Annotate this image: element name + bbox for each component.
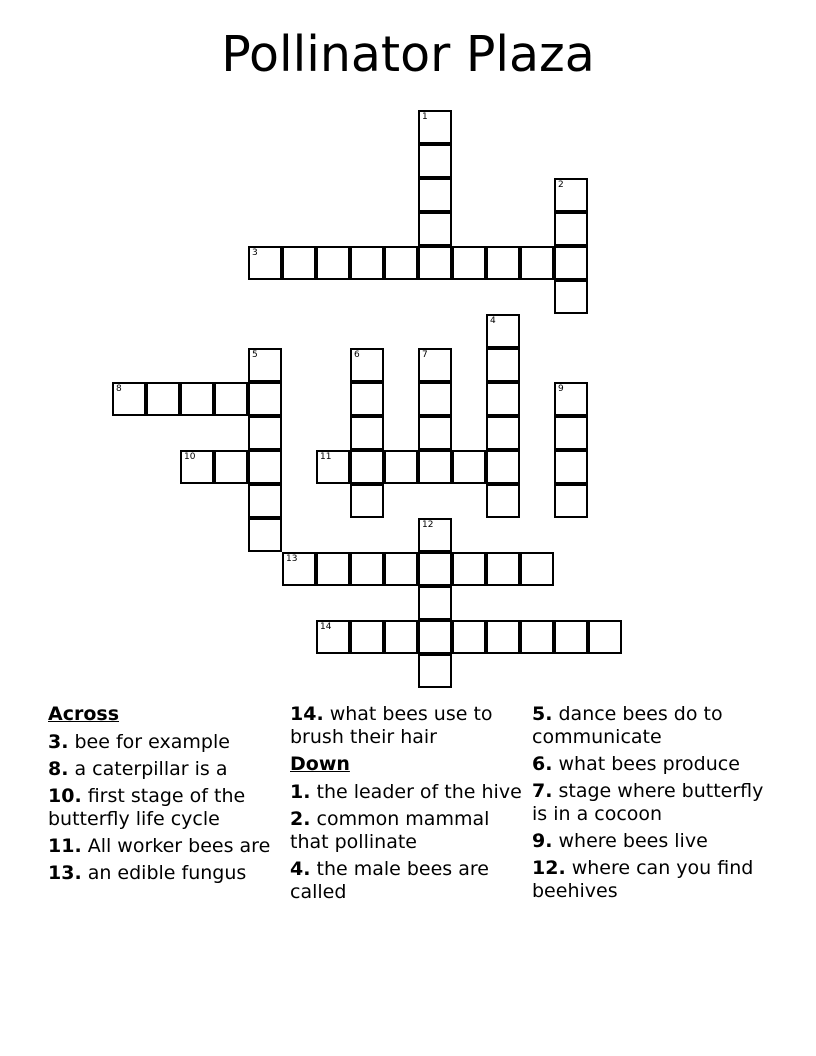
grid-cell[interactable] (520, 552, 554, 586)
clue-down-1 (290, 781, 522, 804)
grid-cell[interactable] (554, 246, 588, 280)
clues-column-3 (532, 703, 764, 907)
across-heading: Across (48, 703, 120, 725)
grid-cell[interactable] (486, 552, 520, 586)
grid-cell[interactable] (418, 654, 452, 688)
cell-number: 10 (184, 452, 196, 462)
grid-cell[interactable] (350, 552, 384, 586)
grid-cell[interactable] (452, 620, 486, 654)
grid-cell[interactable] (180, 450, 214, 484)
puzzle-title: Pollinator Plaza (221, 26, 595, 83)
grid-cell[interactable] (520, 246, 554, 280)
grid-cell[interactable] (418, 246, 452, 280)
clue-text: an edible fungus (81, 862, 247, 884)
grid-cell[interactable] (486, 314, 520, 348)
grid-cell[interactable] (180, 382, 214, 416)
cell-number: 6 (354, 350, 360, 360)
grid-cell[interactable] (384, 246, 418, 280)
grid-cell[interactable] (554, 450, 588, 484)
grid-cell[interactable] (588, 620, 622, 654)
clue-text: what bees produce (552, 753, 740, 775)
cell-number: 11 (320, 452, 332, 462)
grid-cell[interactable] (554, 280, 588, 314)
grid-cell[interactable] (554, 484, 588, 518)
grid-cell[interactable] (452, 246, 486, 280)
cell-number: 7 (422, 350, 428, 360)
grid-cell[interactable] (418, 586, 452, 620)
clue-number: 7. (532, 780, 553, 802)
grid-cell[interactable] (248, 416, 282, 450)
grid-cell[interactable] (418, 348, 452, 382)
clues-column-2 (290, 703, 522, 908)
grid-cell[interactable] (214, 450, 248, 484)
clue-number: 6. (532, 753, 553, 775)
clue-text: All worker bees are (81, 835, 271, 857)
cell-number: 2 (558, 180, 564, 190)
grid-cell[interactable] (214, 382, 248, 416)
grid-cell[interactable] (316, 552, 350, 586)
clue-text: first stage of the butterfly life cycle (48, 785, 246, 830)
clue-down-9 (532, 830, 764, 853)
clue-text: common mammal that pollinate (290, 808, 490, 853)
clue-number: 1. (290, 781, 311, 803)
clue-number: 14. (290, 703, 324, 725)
grid-cell[interactable] (248, 246, 282, 280)
grid-cell[interactable] (418, 450, 452, 484)
clue-down-4 (290, 858, 522, 904)
clue-text: where bees live (552, 830, 708, 852)
grid-cell[interactable] (282, 246, 316, 280)
grid-cell[interactable] (554, 178, 588, 212)
clue-text: what bees use to brush their hair (290, 703, 493, 748)
clue-text: the male bees are called (290, 858, 489, 903)
grid-cell[interactable] (486, 246, 520, 280)
clue-down-12 (532, 857, 764, 903)
clue-number: 5. (532, 703, 553, 725)
clue-across-10 (48, 785, 280, 831)
clue-text: where can you find beehives (532, 857, 754, 902)
clue-number: 3. (48, 731, 69, 753)
clue-number: 9. (532, 830, 553, 852)
grid-cell[interactable] (486, 620, 520, 654)
clue-text: bee for example (68, 731, 230, 753)
grid-cell[interactable] (146, 382, 180, 416)
grid-cell[interactable] (554, 382, 588, 416)
clue-across-11 (48, 835, 280, 858)
clue-number: 13. (48, 862, 82, 884)
clues-column-1 (48, 703, 280, 889)
grid-cell[interactable] (418, 620, 452, 654)
grid-cell[interactable] (418, 110, 452, 144)
clue-text: dance bees do to communicate (532, 703, 723, 748)
grid-cell[interactable] (316, 620, 350, 654)
clue-number: 4. (290, 858, 311, 880)
grid-cell[interactable] (418, 416, 452, 450)
clue-text: a caterpillar is a (68, 758, 228, 780)
cell-number: 3 (252, 248, 258, 258)
grid-cell[interactable] (350, 348, 384, 382)
grid-cell[interactable] (248, 382, 282, 416)
clue-text: the leader of the hive (310, 781, 522, 803)
grid-cell[interactable] (112, 382, 146, 416)
clue-down-2 (290, 808, 522, 854)
grid-cell[interactable] (350, 620, 384, 654)
grid-cell[interactable] (554, 620, 588, 654)
cell-number: 13 (286, 554, 298, 564)
cell-number: 4 (490, 316, 496, 326)
grid-cell[interactable] (418, 382, 452, 416)
grid-cell[interactable] (248, 484, 282, 518)
cell-number: 1 (422, 112, 428, 122)
clue-down-6 (532, 753, 764, 776)
grid-cell[interactable] (350, 382, 384, 416)
clue-number: 8. (48, 758, 69, 780)
grid-cell[interactable] (418, 518, 452, 552)
grid-cell[interactable] (350, 484, 384, 518)
clue-down-5 (532, 703, 764, 749)
cell-number: 9 (558, 384, 564, 394)
clue-across-13 (48, 862, 280, 885)
grid-cell[interactable] (486, 450, 520, 484)
clue-number: 12. (532, 857, 566, 879)
clue-across-8 (48, 758, 280, 781)
grid-cell[interactable] (316, 246, 350, 280)
cell-number: 5 (252, 350, 258, 360)
cell-number: 12 (422, 520, 434, 530)
grid-cell[interactable] (554, 212, 588, 246)
down-heading: Down (290, 753, 350, 775)
grid-cell[interactable] (418, 552, 452, 586)
grid-cell[interactable] (248, 450, 282, 484)
clue-number: 10. (48, 785, 82, 807)
clue-number: 11. (48, 835, 82, 857)
clue-text: stage where butterfly is in a cocoon (532, 780, 764, 825)
grid-cell[interactable] (486, 382, 520, 416)
grid-cell[interactable] (316, 450, 350, 484)
grid-cell[interactable] (554, 416, 588, 450)
grid-cell[interactable] (520, 620, 554, 654)
cell-number: 8 (116, 384, 122, 394)
grid-cell[interactable] (248, 348, 282, 382)
grid-cell[interactable] (350, 416, 384, 450)
grid-cell[interactable] (418, 178, 452, 212)
grid-cell[interactable] (418, 144, 452, 178)
cell-number: 14 (320, 622, 332, 632)
grid-cell[interactable] (418, 212, 452, 246)
grid-cell[interactable] (384, 620, 418, 654)
grid-cell[interactable] (452, 450, 486, 484)
grid-cell[interactable] (350, 450, 384, 484)
clue-number: 2. (290, 808, 311, 830)
grid-cell[interactable] (486, 348, 520, 382)
grid-cell[interactable] (384, 450, 418, 484)
clue-across-14 (290, 703, 522, 749)
grid-cell[interactable] (486, 416, 520, 450)
grid-cell[interactable] (486, 484, 520, 518)
grid-cell[interactable] (282, 552, 316, 586)
grid-cell[interactable] (384, 552, 418, 586)
clue-across-3 (48, 731, 280, 754)
grid-cell[interactable] (248, 518, 282, 552)
grid-cell[interactable] (452, 552, 486, 586)
clue-down-7 (532, 780, 764, 826)
grid-cell[interactable] (350, 246, 384, 280)
